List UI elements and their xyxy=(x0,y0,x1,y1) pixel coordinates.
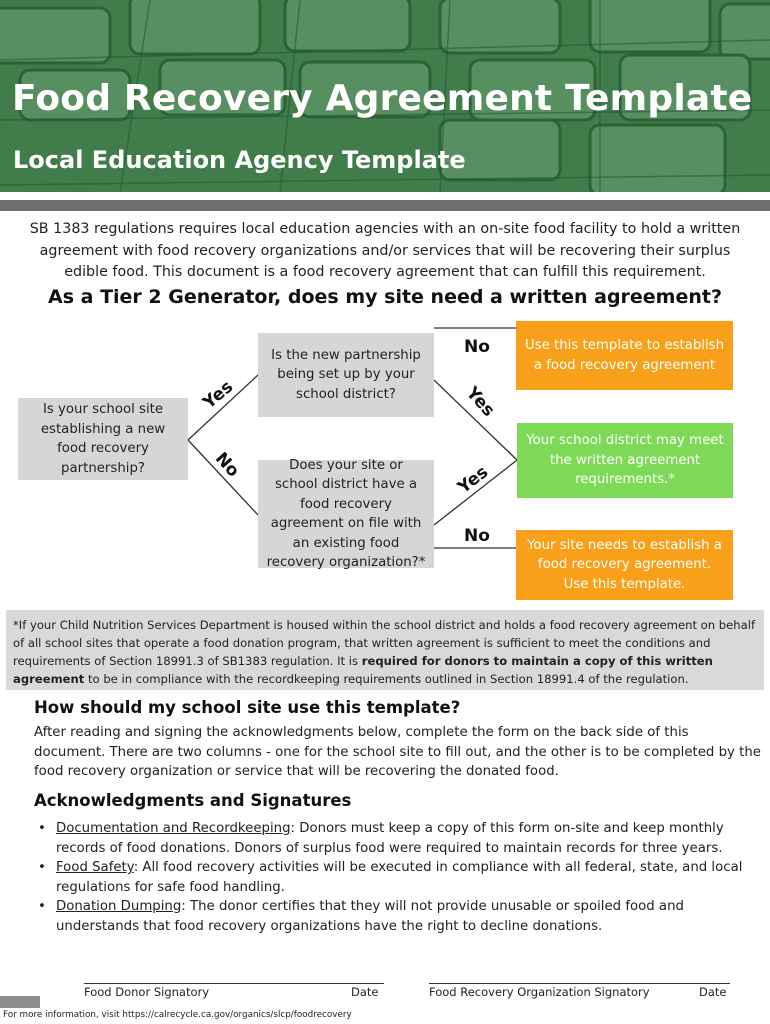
list-item xyxy=(34,858,754,897)
org-date-label: Date xyxy=(699,985,727,999)
footnote-text-end: to be in compliance with the recordkeeping requirements outlined in Section 18991.4 of the regulation. xyxy=(84,672,689,686)
yes-label-upper: Yes xyxy=(199,376,238,414)
district-question-box: Is the new partnership being set up by your school district? xyxy=(258,333,434,417)
bullet-icon: • xyxy=(38,899,46,914)
donor-date-label: Date xyxy=(351,985,379,999)
footer-info: For more information, visit https://calrecycle.ca.gov/organics/slcp/foodrecovery xyxy=(3,1010,352,1020)
no-label-lower: No xyxy=(210,448,244,482)
flowchart-heading: As a Tier 2 Generator, does my site need a written agreement? xyxy=(48,286,722,308)
how-to-body: After reading and signing the acknowledgments below, complete the form on the back side of this document. There are two columns - one for the school site to fill out, and the other is to be completed by the food recovery organization or service that will be recovering the donated food. xyxy=(34,725,761,779)
donor-signatory-label: Food Donor Signatory xyxy=(84,985,210,999)
acknowledgments-list xyxy=(34,819,754,936)
footnote-text: *If your Child Nutrition Services Department is housed within the school district and holds a food recovery agreement on behalf of all school sites that operate a food donation program, that written agreement is sufficient to meet the conditions and requirements of Section 18991.3 of SB1383 regulation. It is xyxy=(13,618,756,668)
no-label-top: No xyxy=(464,337,490,357)
no-label-bottom: No xyxy=(464,526,490,546)
bullet-icon: • xyxy=(38,860,46,875)
page-subtitle: Local Education Agency Template xyxy=(13,146,466,174)
acknowledgments-heading: Acknowledgments and Signatures xyxy=(34,791,352,810)
ack-text: : All food recovery activities will be executed in compliance with all federal, state, and local regulations for safe food handling. xyxy=(56,860,743,895)
donor-signature-line[interactable] xyxy=(84,983,384,984)
org-signature-line[interactable] xyxy=(429,983,730,984)
list-item xyxy=(34,897,754,936)
list-item xyxy=(34,819,754,858)
footnote-bold-text: required for donors to maintain a copy of this written agreement xyxy=(13,654,713,686)
use-template-outcome-box: Use this template to establish a food recovery agreement xyxy=(516,321,733,390)
footnote-box xyxy=(6,610,764,690)
ack-term: Food Safety xyxy=(56,860,134,875)
ack-text: : Donors must keep a copy of this form on-site and keep monthly records of food donations. Donors of surplus food were required to maintain records for three years. xyxy=(56,821,724,856)
yes-label-diag-up: Yes xyxy=(454,462,493,498)
org-signatory-label: Food Recovery Organization Signatory xyxy=(429,985,650,999)
intro-paragraph: SB 1383 regulations requires local education agencies with an on-site food facility to hold a written agreement with food recovery organizations and/or services that will be recovering their surplus edible food. This document is a food recovery agreement that can fulfill this requirement. xyxy=(29,221,741,280)
page-title: Food Recovery Agreement Template xyxy=(12,78,753,119)
how-to-heading: How should my school site use this template? xyxy=(34,698,461,717)
footer-tab xyxy=(0,996,40,1008)
start-question-box: Is your school site establishing a new food recovery partnership? xyxy=(18,398,188,480)
ack-text: : The donor certifies that they will not provide unusable or spoiled food and understands that food recovery organizations have the right to decline donations. xyxy=(56,899,684,934)
site-establish-outcome-box: Your site needs to establish a food recovery agreement. Use this template. xyxy=(516,530,733,600)
ack-term: Documentation and Recordkeeping xyxy=(56,821,291,836)
yes-label-diag-down: Yes xyxy=(461,383,499,421)
district-meets-outcome-box: Your school district may meet the written agreement requirements.* xyxy=(517,423,733,498)
existing-agreement-question-box: Does your site or school district have a food recovery agreement on file with an existing food recovery organization?* xyxy=(258,460,434,568)
ack-term: Donation Dumping xyxy=(56,899,182,914)
bullet-icon: • xyxy=(38,821,46,836)
